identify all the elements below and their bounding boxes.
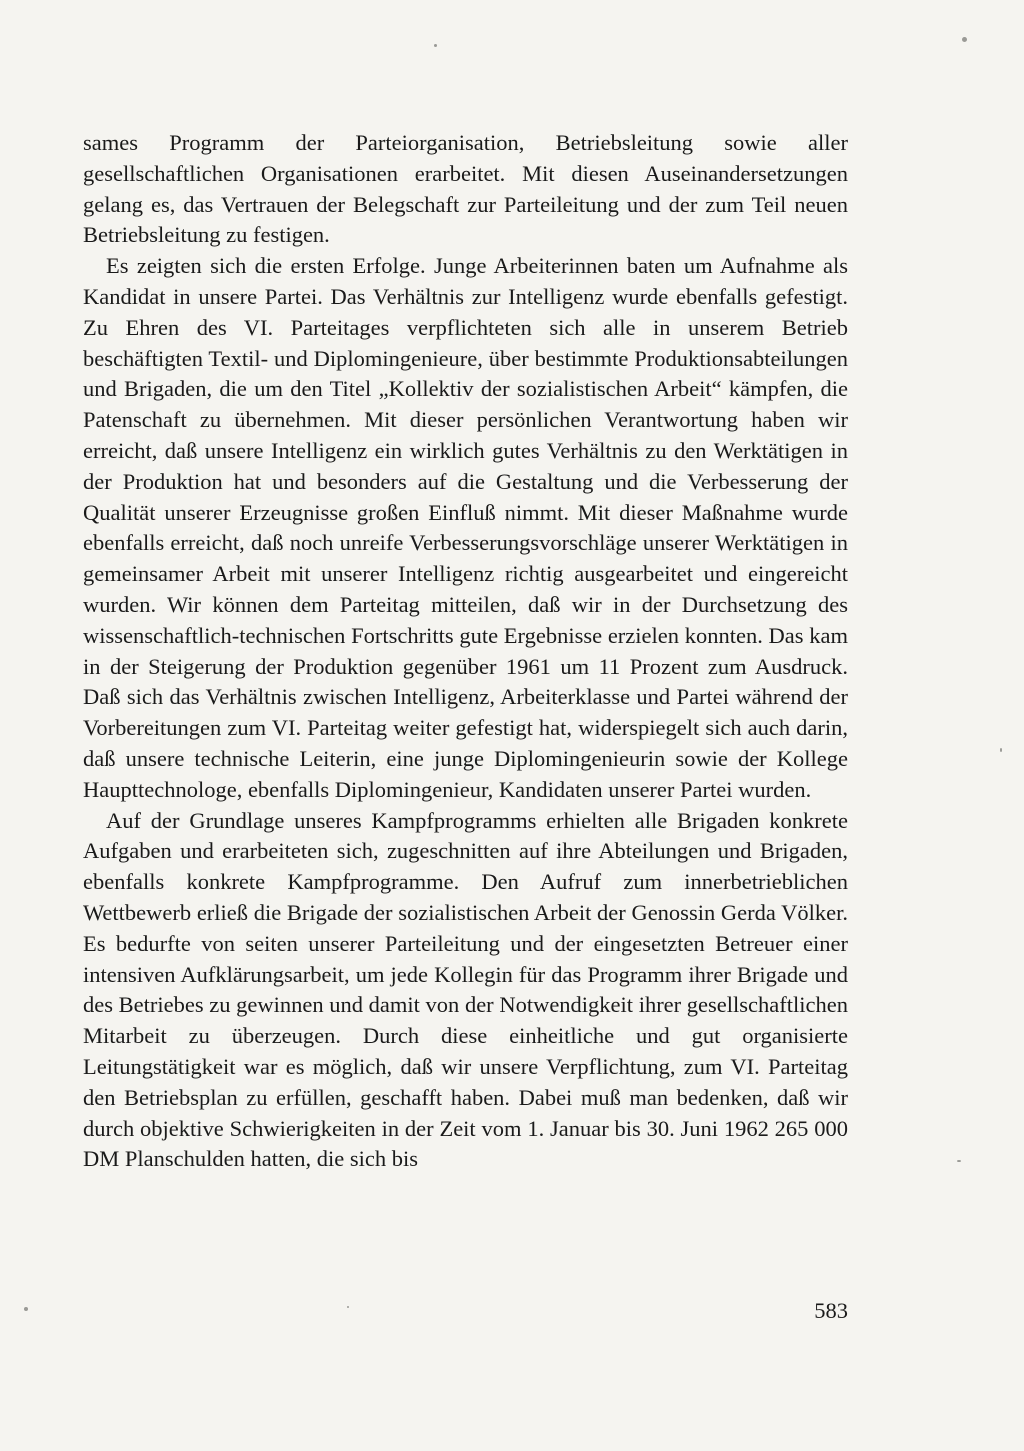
paragraph-1: sames Programm der Parteiorganisation, Betriebsleitung sowie aller gesellschaftlichen Organisationen erarbeitet. Mit diesen Auseinandersetzungen gelang es, das Vertrauen der Belegschaft zur Parteileitung und der zum Teil neuen Betriebsleitung zu festigen. — [83, 130, 848, 248]
body-text — [83, 128, 848, 1175]
scan-speck — [434, 44, 437, 47]
scan-speck — [347, 1306, 349, 1308]
paragraph-2: Es zeigten sich die ersten Erfolge. Junge Arbeiterinnen baten um Aufnahme als Kandidat in unsere Partei. Das Verhältnis zur Intelligenz wurde ebenfalls gefestigt. Zu Ehren des VI. Parteitages verpflichteten sich alle in unserem Betrieb beschäftigten Textil- und Diplomingenieure, über bestimmte Produktionsabteilungen und Brigaden, die um den Titel „Kollektiv der sozialistischen Arbeit“ kämpfen, die Patenschaft zu übernehmen. Mit dieser persönlichen Verantwortung haben wir erreicht, daß unsere Intelligenz ein wirklich gutes Verhältnis zu den Werktätigen in der Produktion hat und besonders auf die Gestaltung und die Verbesserung der Qualität unserer Erzeugnisse großen Einfluß nimmt. Mit dieser Maßnahme wurde ebenfalls erreicht, daß noch unreife Verbesserungsvorschläge unserer Werktätigen in gemeinsamer Arbeit mit unserer Intelligenz richtig ausgearbeitet und eingereicht wurden. Wir können dem Parteitag mitteilen, daß wir in der Durchsetzung des wissenschaftlich-technischen Fortschritts gute Ergebnisse erzielen konnten. Das kam in der Steigerung der Produktion gegenüber 1961 um 11 Prozent zum Ausdruck. Daß sich das Verhältnis zwischen Intelligenz, Arbeiterklasse und Partei während der Vorbereitungen zum VI. Parteitag weiter gefestigt hat, widerspiegelt sich auch darin, daß unsere technische Leiterin, eine junge Diplomingenieurin sowie der Kollege Haupttechnologe, ebenfalls Diplomingenieur, Kandidaten unserer Partei wurden. — [83, 253, 848, 802]
page-number: 583 — [814, 1298, 848, 1323]
scan-speck — [1000, 748, 1002, 752]
scan-speck — [962, 37, 967, 42]
scan-speck — [957, 1160, 961, 1162]
scan-speck — [24, 1307, 28, 1311]
paragraph-3: Auf der Grundlage unseres Kampfprogramms erhielten alle Brigaden konkrete Aufgaben und erarbeiteten sich, zugeschnitten auf ihre Abteilungen und Brigaden, ebenfalls konkrete Kampfprogramme. Den Aufruf zum innerbetrieblichen Wettbewerb erließ die Brigade der sozialistischen Arbeit der Genossin Gerda Völker. Es bedurfte von seiten unserer Parteileitung und der eingesetzten Betreuer einer intensiven Aufklärungsarbeit, um jede Kollegin für das Programm ihrer Brigade und des Betriebes zu gewinnen und damit von der Notwendigkeit ihrer gesellschaftlichen Mitarbeit zu überzeugen. Durch diese einheitliche und gut organisierte Leitungstätigkeit war es möglich, daß wir unsere Verpflichtung, zum VI. Parteitag den Betriebsplan zu erfüllen, geschafft haben. Dabei muß man bedenken, daß wir durch objektive Schwierigkeiten in der Zeit vom 1. Januar bis 30. Juni 1962 265 000 DM Planschulden hatten, die sich bis — [83, 807, 848, 1172]
